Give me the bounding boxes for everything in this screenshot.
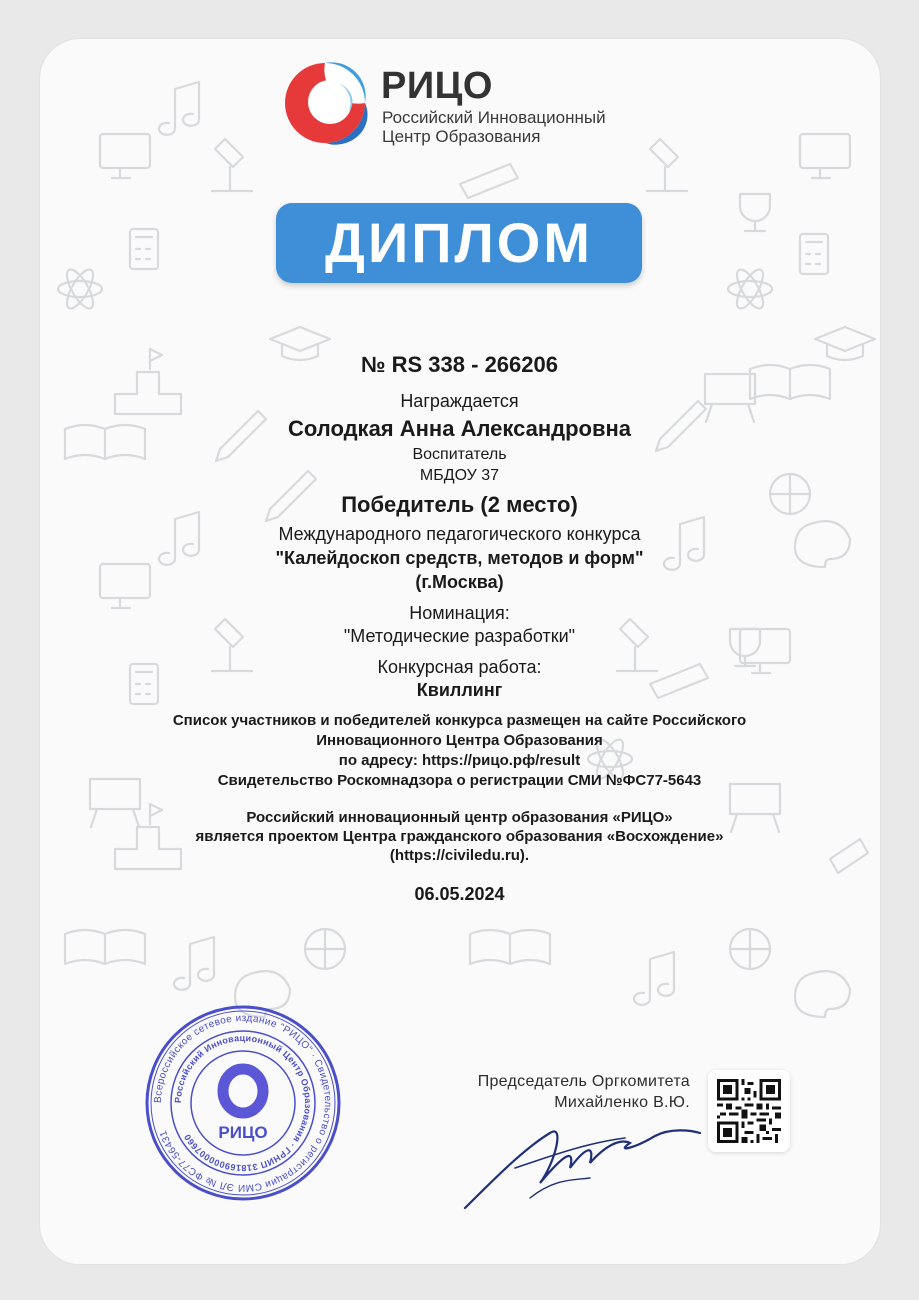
qr-code-icon xyxy=(717,1079,781,1143)
nomination-label: Номинация: xyxy=(409,603,510,623)
info-line-1: Список участников и победителей конкурса размещен на сайте Российского xyxy=(172,712,747,729)
recipient-name: Солодкая Анна Александровна xyxy=(287,416,632,441)
diploma-date: 06.05.2024 xyxy=(414,884,505,904)
contest-city: (г.Москва) xyxy=(415,572,504,592)
signature-block xyxy=(380,1071,690,1113)
rico-logo xyxy=(280,58,660,148)
organization-stamp xyxy=(143,1003,343,1203)
info-line-5: Российский инновационный центр образования «РИЦО» xyxy=(246,809,673,826)
info-line-6: является проектом Центра гражданского образования «Восхождение» xyxy=(195,828,724,845)
svg-text:Российский Инновационный Центр xyxy=(173,1033,313,1173)
chairman-name: Михайленко В.Ю. xyxy=(554,1094,690,1111)
rico-logo-icon xyxy=(280,58,370,148)
logo-subtitle-line1: Российский Инновационный xyxy=(382,108,606,127)
contest-type: Международного педагогического конкурса xyxy=(278,524,641,544)
info-line-2: Инновационного Центра Образования xyxy=(316,732,603,749)
handwritten-signature xyxy=(455,1108,705,1218)
info-line-7: (https://civiledu.ru). xyxy=(389,847,530,864)
awarded-label: Награждается xyxy=(400,391,519,411)
work-label: Конкурсная работа: xyxy=(377,657,542,677)
nomination-value: "Методические разработки" xyxy=(343,626,576,646)
info-line-4: Свидетельство Роскомнадзора о регистрации СМИ №ФС77-5643 xyxy=(217,772,702,789)
logo-subtitle-line2: Центр Образования xyxy=(382,127,541,146)
logo-title: РИЦО xyxy=(381,65,493,107)
diploma-number: № RS 338 - 266206 xyxy=(361,352,558,377)
contest-name: "Калейдоскоп средств, методов и форм" xyxy=(275,548,644,568)
chairman-title: Председатель Оргкомитета xyxy=(477,1073,690,1090)
result: Победитель (2 место) xyxy=(341,492,578,517)
recipient-position: Воспитатель xyxy=(412,446,507,463)
stamp-inner-text: Российский Инновационный Центр Образования · ГРНИП 318169000007660 xyxy=(172,1032,314,1174)
work-value: Квиллинг xyxy=(416,680,503,700)
logo-subtitle xyxy=(382,108,606,146)
info-line-3: по адресу: https://рицо.рф/result xyxy=(338,752,581,769)
qr-code[interactable] xyxy=(708,1070,790,1152)
stamp-outer-text: Всероссийское сетевое издание "РИЦО" · Свидетельство о регистрации СМИ ЭЛ № ФС77-56431 xyxy=(152,1012,334,1194)
recipient-organization: МБДОУ 37 xyxy=(419,467,500,484)
diploma-banner: ДИПЛОМ xyxy=(276,203,642,283)
stamp-center-text: РИЦО xyxy=(218,1123,268,1142)
